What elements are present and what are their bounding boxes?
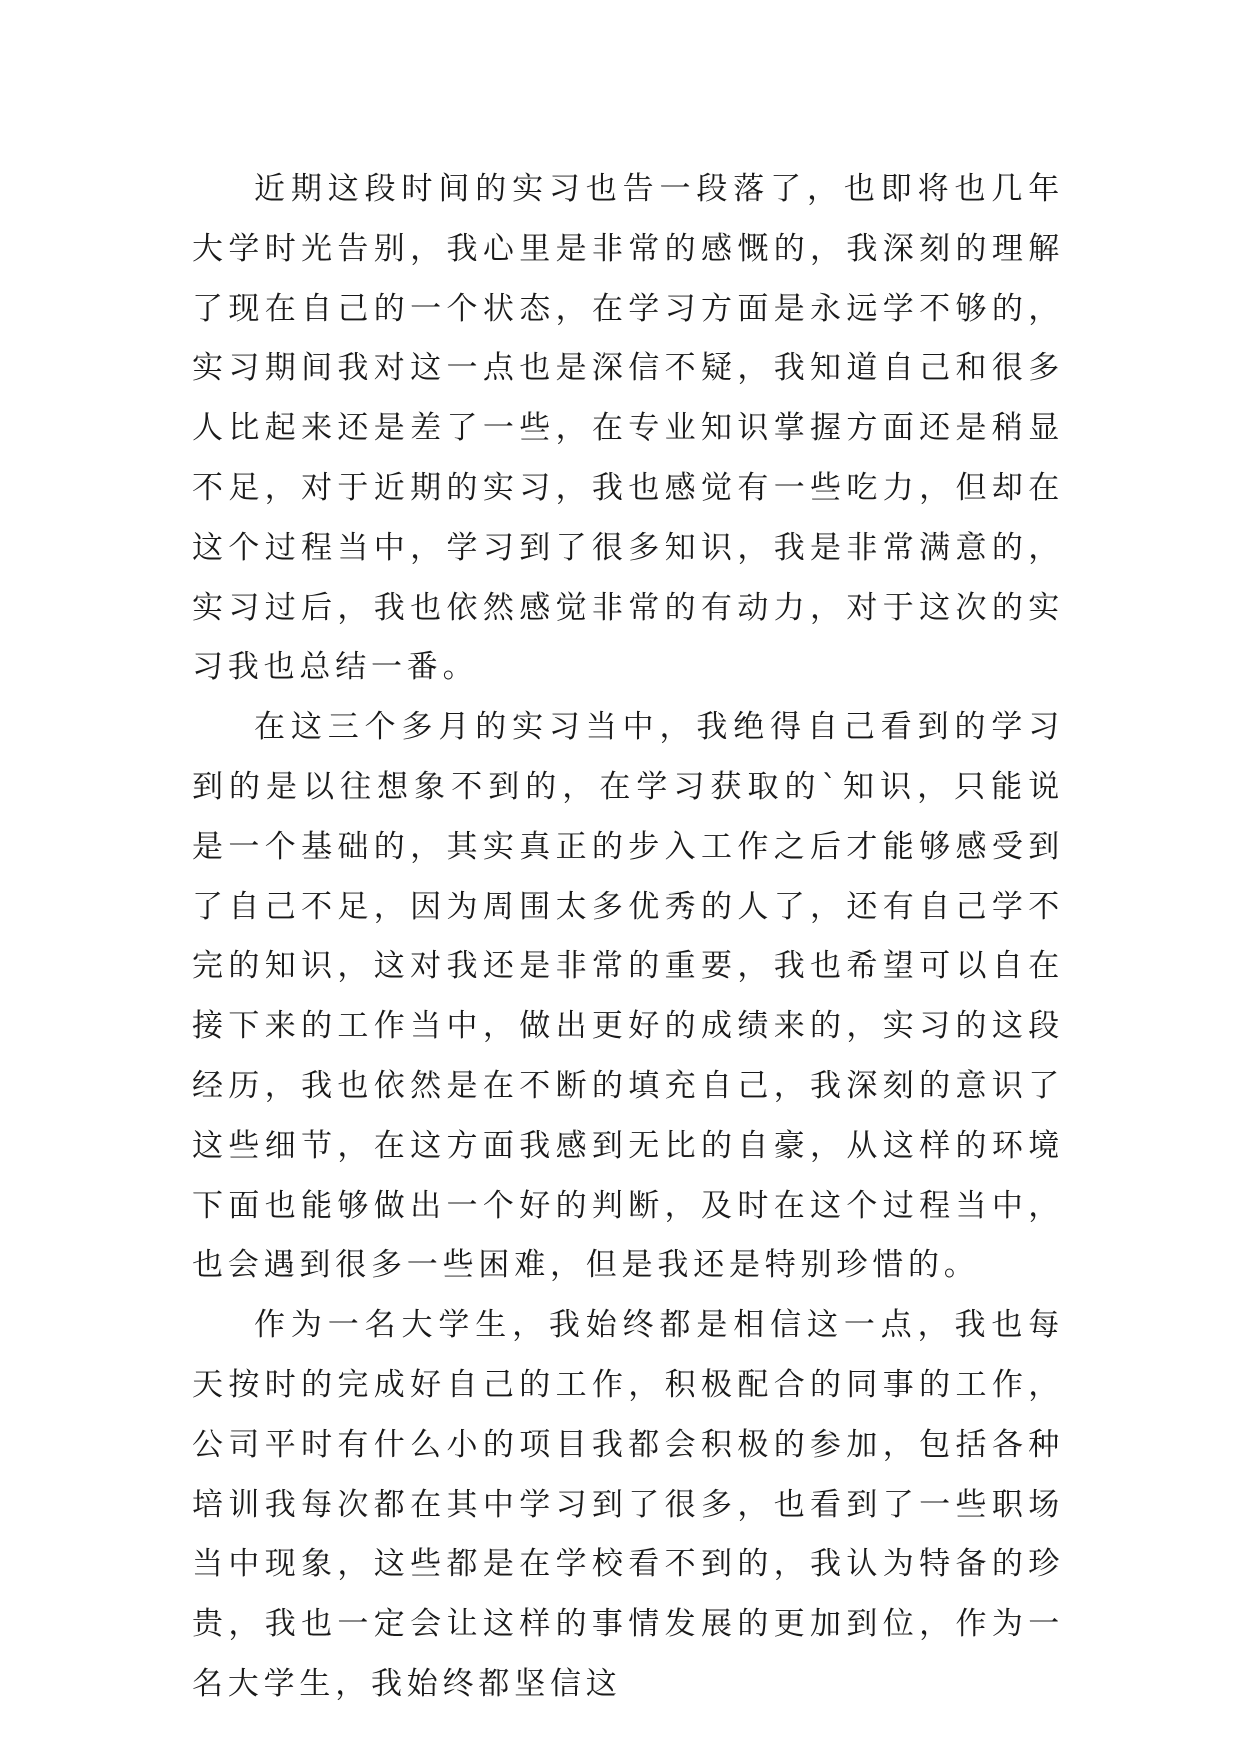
paragraph-3: 作为一名大学生，我始终都是相信这一点，我也每天按时的完成好自己的工作，积极配合的同事的工作，公司平时有什么小的项目我都会积极的参加，包括各种培训我每次都在其中学习到了很多，也看到了一些职场当中现象，这些都是在学校看不到的，我认为特备的珍贵，我也一定会让这样的事情发展的更加到位，作为一名大学生，我始终都坚信这	[192, 1307, 1064, 1702]
paragraph-1: 近期这段时间的实习也告一段落了，也即将也几年大学时光告别，我心里是非常的感慨的，我深刻的理解了现在自己的一个状态，在学习方面是永远学不够的，实习期间我对这一点也是深信不疑，我知道自己和很多人比起来还是差了一些，在专业知识掌握方面还是稍显不足，对于近期的实习，我也感觉有一些吃力，但却在这个过程当中，学习到了很多知识，我是非常满意的，实习过后，我也依然感觉非常的有动力，对于这次的实习我也总结一番。	[192, 171, 1064, 686]
document-body	[192, 160, 1064, 1715]
paragraph-2: 在这三个多月的实习当中，我绝得自己看到的学习到的是以往想象不到的，在学习获取的`知识，只能说是一个基础的，其实真正的步入工作之后才能够感受到了自己不足，因为周围太多优秀的人了，还有自己学不完的知识，这对我还是非常的重要，我也希望可以自在接下来的工作当中，做出更好的成绩来的，实习的这段经历，我也依然是在不断的填充自己，我深刻的意识了这些细节，在这方面我感到无比的自豪，从这样的环境下面也能够做出一个好的判断，及时在这个过程当中，也会遇到很多一些困难，但是我还是特别珍惜的。	[192, 709, 1064, 1284]
